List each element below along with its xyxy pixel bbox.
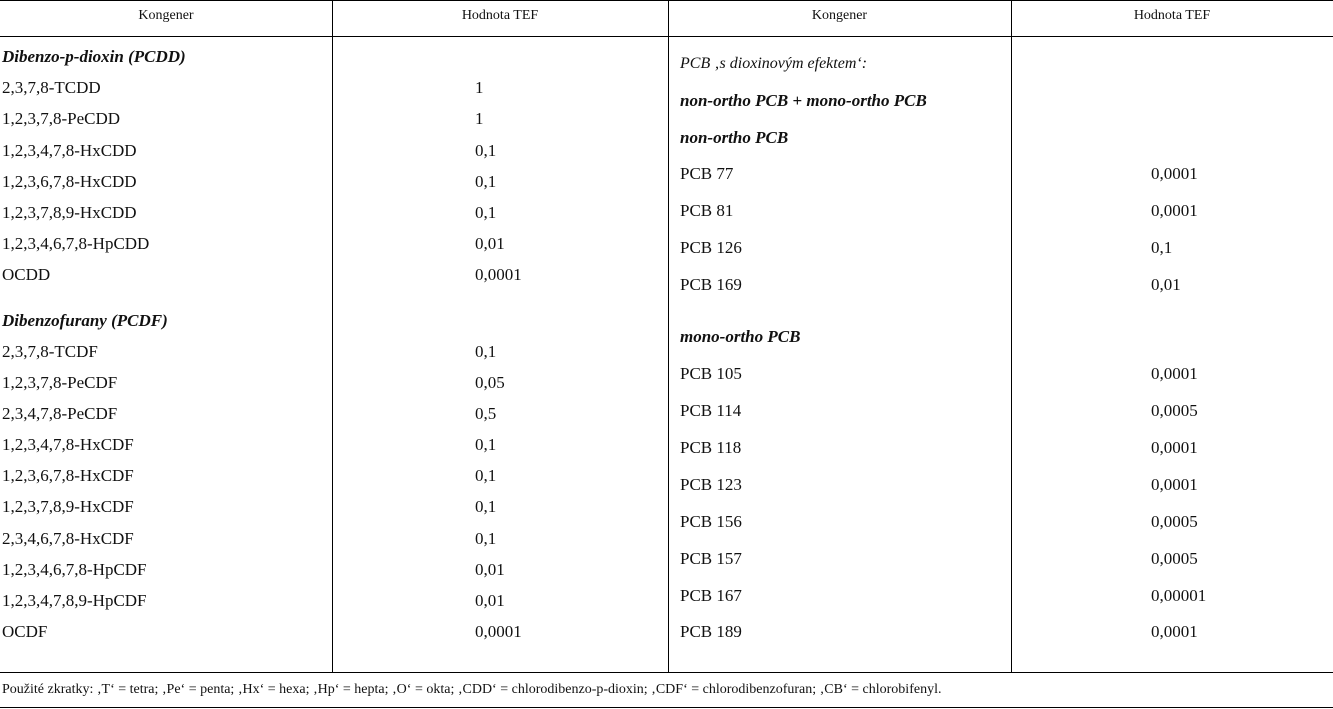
- tef-value: 0,0005: [1151, 401, 1198, 420]
- rule-top: [0, 0, 1333, 1]
- tef-value: 0,00001: [1151, 586, 1207, 605]
- rule-header-bottom: [0, 36, 1333, 37]
- tef-value: 0,01: [475, 234, 505, 253]
- header-tef-left: Hodnota TEF: [461, 8, 539, 23]
- congener-name: PCB 189: [680, 622, 742, 641]
- tef-value: 0,0005: [1151, 512, 1198, 531]
- tef-value: 0,01: [1151, 275, 1181, 294]
- section-title-pcb-group: non-ortho PCB + mono-ortho PCB: [680, 91, 927, 110]
- congener-name: PCB 123: [680, 475, 742, 494]
- section-title-nonortho: non-ortho PCB: [680, 128, 789, 147]
- tef-value: 0,1: [475, 435, 497, 454]
- tef-value: 0,0001: [475, 265, 522, 284]
- congener-name: PCB 169: [680, 275, 742, 294]
- tef-value: 0,0001: [1151, 622, 1198, 641]
- tef-value: 0,1: [1151, 238, 1173, 257]
- section-title-monoortho: mono-ortho PCB: [680, 327, 801, 346]
- header-tef-right: Hodnota TEF: [1133, 8, 1211, 23]
- tef-value: 0,1: [475, 466, 497, 485]
- tef-value: 0,1: [475, 342, 497, 361]
- congener-name: 2,3,4,7,8-PeCDF: [2, 404, 118, 423]
- congener-name: 1,2,3,6,7,8-HxCDF: [2, 466, 134, 485]
- rule-col3-right: [1011, 0, 1012, 672]
- congener-name: 1,2,3,7,8-PeCDD: [2, 109, 121, 128]
- congener-name: OCDD: [2, 265, 51, 284]
- section-title-pcdd: Dibenzo-p-dioxin (PCDD): [2, 47, 186, 66]
- header-kongener-right: Kongener: [811, 8, 868, 23]
- tef-value: 0,01: [475, 591, 505, 610]
- tef-value: 0,0005: [1151, 549, 1198, 568]
- tef-value: 1: [475, 78, 484, 97]
- tef-value: 0,0001: [1151, 364, 1198, 383]
- tef-value: 0,1: [475, 497, 497, 516]
- tef-value: 0,1: [475, 529, 497, 548]
- congener-name: 1,2,3,4,7,8-HxCDF: [2, 435, 134, 454]
- congener-name: PCB 81: [680, 201, 734, 220]
- tef-value: 0,01: [475, 560, 505, 579]
- congener-name: 1,2,3,7,8-PeCDF: [2, 373, 118, 392]
- tef-value: 0,1: [475, 141, 497, 160]
- congener-name: PCB 126: [680, 238, 742, 257]
- tef-value: 0,1: [475, 203, 497, 222]
- tef-value: 0,0001: [475, 622, 522, 641]
- tef-value: 0,0001: [1151, 475, 1198, 494]
- congener-name: 1,2,3,4,6,7,8-HpCDD: [2, 234, 150, 253]
- congener-name: PCB 114: [680, 401, 742, 420]
- congener-name: 1,2,3,6,7,8-HxCDD: [2, 172, 137, 191]
- tef-value: 0,5: [475, 404, 497, 423]
- congener-name: 2,3,7,8-TCDD: [2, 78, 101, 97]
- rule-table-bottom: [0, 672, 1333, 673]
- abbreviations-footnote: Použité zkratky: ‚T‘ = tetra; ‚Pe‘ = penta; ‚Hx‘ = hexa; ‚Hp‘ = hepta; ‚O‘ = okta; ‚CDD‘ = chlorodibenzo-p-dioxin; ‚CDF‘ = chlorodibenzofuran; ‚CB‘ = chlorobifenyl.: [2, 682, 942, 697]
- congener-name: PCB 157: [680, 549, 742, 568]
- pcb-intro: PCB ‚s dioxinovým efektem‘:: [680, 55, 868, 72]
- tef-value: 0,1: [475, 172, 497, 191]
- congener-name: 1,2,3,4,7,8-HxCDD: [2, 141, 137, 160]
- congener-name: 2,3,4,6,7,8-HxCDF: [2, 529, 134, 548]
- section-title-pcdf: Dibenzofurany (PCDF): [2, 311, 168, 330]
- congener-name: PCB 156: [680, 512, 742, 531]
- congener-name: 1,2,3,7,8,9-HxCDF: [2, 497, 134, 516]
- tef-value: 0,0001: [1151, 201, 1198, 220]
- tef-value: 0,0001: [1151, 438, 1198, 457]
- congener-name: 1,2,3,7,8,9-HxCDD: [2, 203, 137, 222]
- congener-name: 2,3,7,8-TCDF: [2, 342, 98, 361]
- congener-name: 1,2,3,4,7,8,9-HpCDF: [2, 591, 147, 610]
- tef-value: 1: [475, 109, 484, 128]
- rule-col2-right: [668, 0, 669, 672]
- header-kongener-left: Kongener: [138, 8, 194, 23]
- tef-value: 0,05: [475, 373, 505, 392]
- rule-footer-bottom: [0, 707, 1333, 708]
- rule-col1-right: [332, 0, 333, 672]
- tef-value: 0,0001: [1151, 164, 1198, 183]
- congener-name: 1,2,3,4,6,7,8-HpCDF: [2, 560, 147, 579]
- congener-name: PCB 105: [680, 364, 742, 383]
- congener-name: PCB 167: [680, 586, 742, 605]
- congener-name: PCB 118: [680, 438, 742, 457]
- congener-name: OCDF: [2, 622, 48, 641]
- congener-name: PCB 77: [680, 164, 734, 183]
